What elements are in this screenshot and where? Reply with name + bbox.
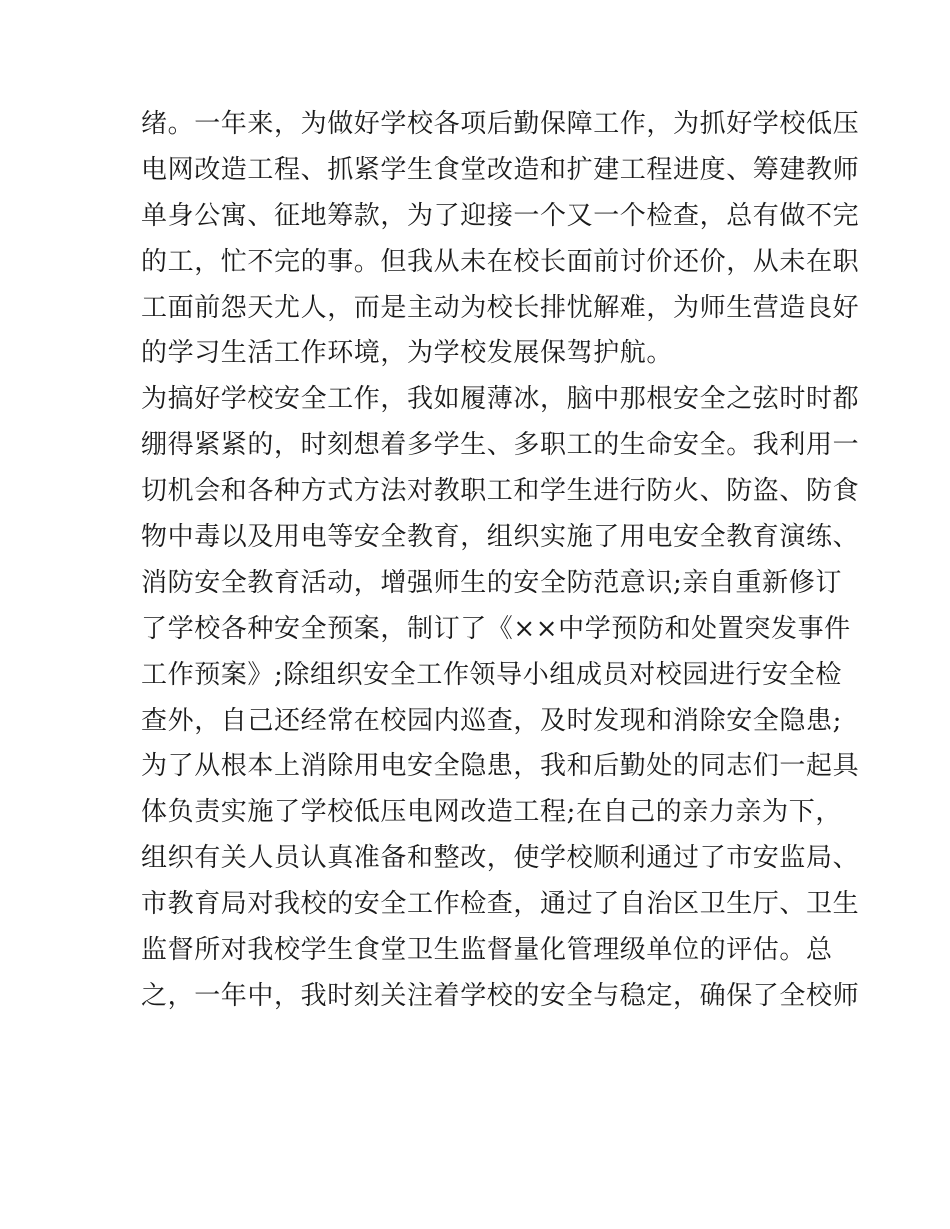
text-line: 的工，忙不完的事。但我从未在校长面前讨价还价，从未在职: [141, 246, 860, 277]
text-line: 物中毒以及用电等安全教育，组织实施了用电安全教育演练、: [141, 522, 860, 553]
text-line: 绪。一年来，为做好学校各项后勤保障工作，为抓好学校低压: [141, 109, 860, 139]
text-line: 消防安全教育活动，增强师生的安全防范意识;亲自重新修订: [141, 567, 842, 598]
text-line: 了学校各种安全预案，制订了《××中学预防和处置突发事件: [141, 613, 851, 644]
body-text: [141, 102, 860, 1020]
text-line: 市教育局对我校的安全工作检查，通过了自治区卫生厅、卫生: [141, 889, 860, 920]
text-line: 切机会和各种方式方法对教职工和学生进行防火、防盗、防食: [141, 476, 860, 507]
text-line: 电网改造工程、抓紧学生食堂改造和扩建工程进度、筹建教师: [141, 154, 860, 185]
text-line: 查外，自己还经常在校园内巡查，及时发现和消除安全隐患;: [141, 705, 842, 736]
text-line: 工作预案》;除组织安全工作领导小组成员对校园进行安全检: [141, 659, 842, 690]
text-line: 为了从根本上消除用电安全隐患，我和后勤处的同志们一起具: [141, 751, 860, 782]
text-line: 绷得紧紧的，时刻想着多学生、多职工的生命安全。我利用一: [141, 430, 860, 461]
text-line: 组织有关人员认真准备和整改，使学校顺利通过了市安监局、: [141, 843, 860, 874]
text-line: 为搞好学校安全工作，我如履薄冰，脑中那根安全之弦时时都: [141, 384, 860, 415]
text-line: 监督所对我校学生食堂卫生监督量化管理级单位的评估。总: [141, 935, 833, 966]
text-line: 工面前怨天尤人，而是主动为校长排忧解难，为师生营造良好: [141, 292, 860, 323]
text-line: 体负责实施了学校低压电网改造工程;在自己的亲力亲为下，: [141, 797, 842, 828]
text-line: 单身公寓、征地筹款，为了迎接一个又一个检查，总有做不完: [141, 200, 860, 231]
text-line: 之，一年中，我时刻关注着学校的安全与稳定，确保了全校师: [141, 980, 860, 1011]
text-line: 的学习生活工作环境，为学校发展保驾护航。: [141, 338, 674, 369]
